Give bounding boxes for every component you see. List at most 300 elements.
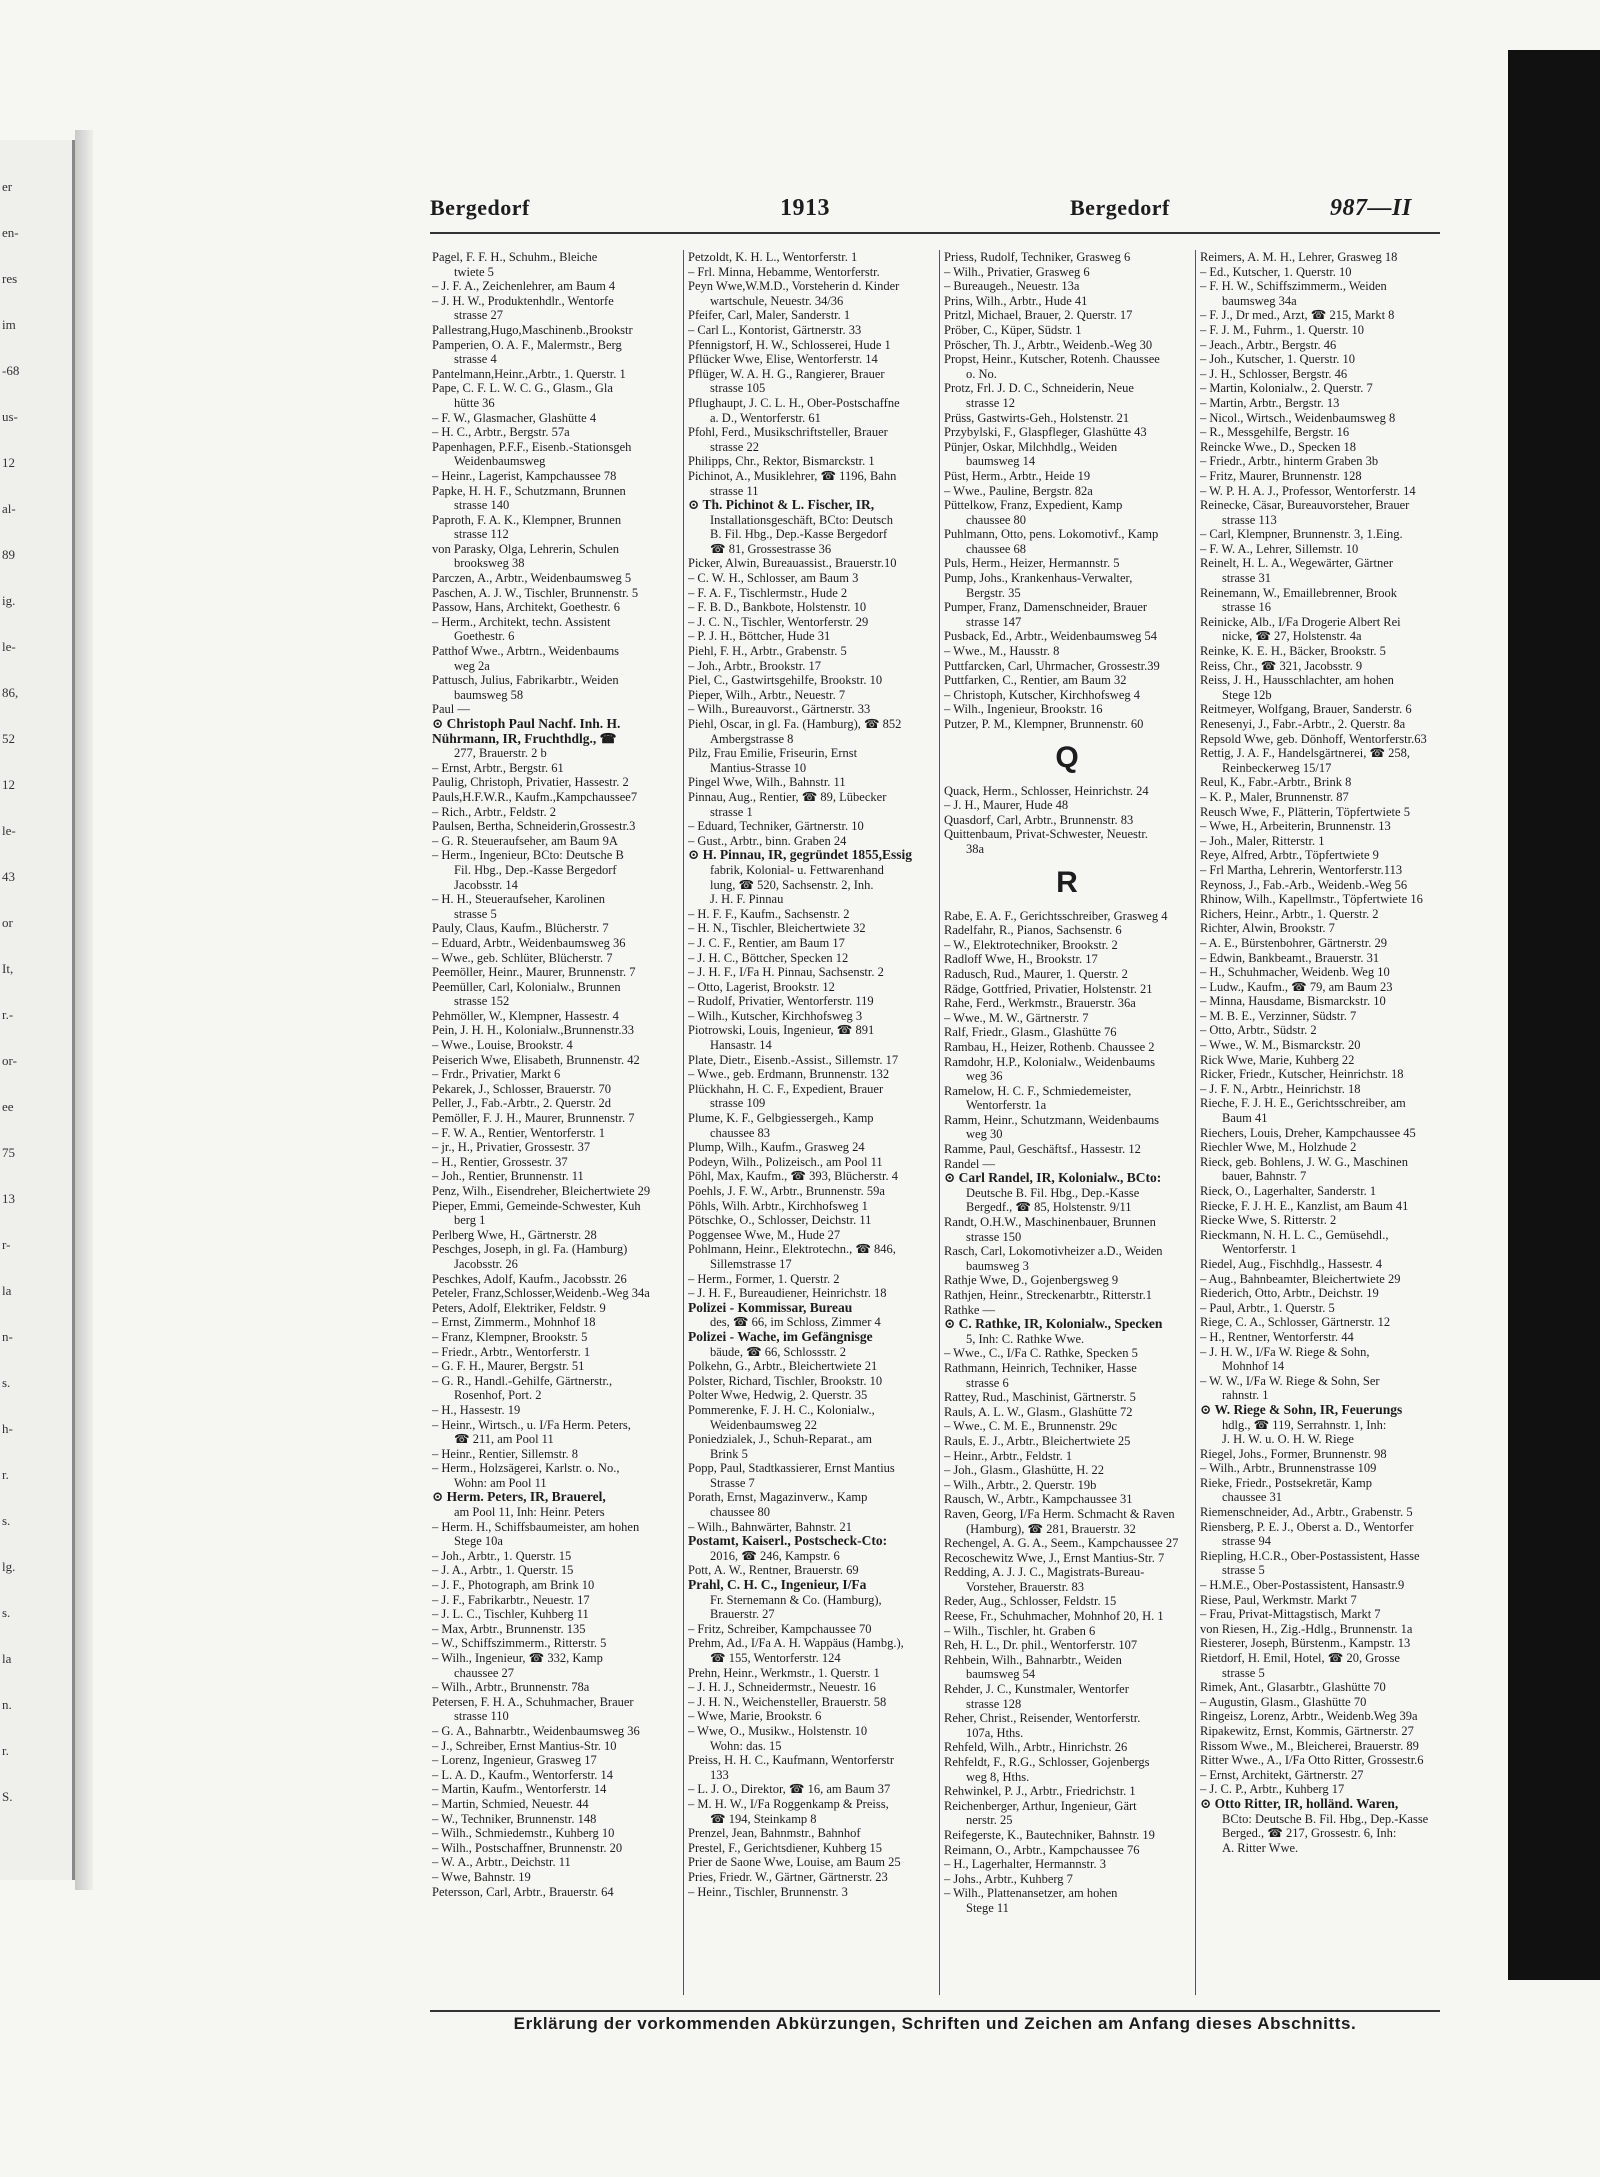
margin-fragment: 43 [2, 870, 15, 884]
directory-entry: Ramelow, H. C. F., Schmiedemeister, [944, 1083, 1132, 1098]
directory-entry: – Wilh., Schmiedemstr., Kuhberg 10 [432, 1826, 615, 1841]
directory-entry: Petzoldt, K. H. L., Wentorferstr. 1 [688, 250, 858, 264]
directory-entry: – Ernst, Arbtr., Bergstr. 61 [432, 760, 564, 775]
directory-entry: Plate, Dietr., Eisenb.-Assist., Sillemstr. 17 [688, 1052, 899, 1067]
entry-continuation: twiete 5 [454, 264, 494, 279]
directory-entry: Pritzl, Michael, Brauer, 2. Querstr. 17 [944, 308, 1133, 323]
directory-entry: ⊙ Carl Randel, IR, Kolonialw., BCto: [944, 1171, 1162, 1186]
entry-continuation: lung, ☎ 520, Sachsenstr. 2, Inh. [710, 877, 874, 892]
directory-entry: Pfeifer, Carl, Maler, Sanderstr. 1 [688, 308, 851, 323]
directory-entry: Pein, J. H. H., Kolonialw.,Brunnenstr.33 [432, 1023, 634, 1038]
column-divider [939, 250, 940, 1995]
directory-entry: Rauls, E. J., Arbtr., Bleichertwiete 25 [944, 1433, 1131, 1448]
margin-fragment: 12 [2, 778, 15, 792]
margin-fragment: n. [2, 1698, 12, 1712]
directory-entry: Quasdorf, Carl, Arbtr., Brunnenstr. 83 [944, 812, 1134, 827]
entry-continuation: strasse 109 [710, 1096, 766, 1111]
directory-entry: – Minna, Hausdame, Bismarckstr. 10 [1200, 994, 1386, 1009]
entry-continuation: Fil. Hbg., Dep.-Kasse Bergedorf [454, 862, 617, 877]
margin-fragment: s. [2, 1376, 11, 1390]
directory-entry: – Frl Martha, Lehrerin, Wentorferstr.113 [1200, 862, 1403, 877]
directory-entry: Pantelmann,Heinr.,Arbtr., 1. Querstr. 1 [432, 366, 626, 381]
directory-entry: – Herm., Holzsägerei, Karlstr. o. No., [432, 1461, 620, 1476]
entry-continuation: Wentorferstr. 1a [966, 1098, 1047, 1113]
directory-entry: Prestel, F., Gerichtsdiener, Kuhberg 15 [688, 1840, 883, 1855]
directory-entry: Puttfarken, C., Rentier, am Baum 32 [944, 673, 1127, 688]
directory-entry: – Martin, Arbtr., Bergstr. 13 [1200, 395, 1340, 410]
directory-entry: – Herm., Ingenieur, BCto: Deutsche B [432, 848, 624, 863]
book-fold-shadow [75, 130, 93, 1890]
margin-fragment: or [2, 916, 13, 930]
directory-entry: Reitmeyer, Wolfgang, Brauer, Sanderstr. 6 [1200, 702, 1412, 717]
directory-entry: – Joh., Arbtr., 1. Querstr. 15 [432, 1548, 572, 1563]
directory-entry: – Frdr., Privatier, Markt 6 [432, 1067, 561, 1082]
entry-continuation: ☎ 211, am Pool 11 [454, 1432, 554, 1447]
entry-continuation: wartschule, Neuestr. 34/36 [710, 293, 844, 308]
directory-entry: Pröber, C., Küper, Südstr. 1 [944, 322, 1082, 337]
directory-entry: – J. F. A., Zeichenlehrer, am Baum 4 [432, 279, 616, 294]
directory-entry: Pöhls, Wilh. Arbtr., Kirchhofsweg 1 [688, 1198, 868, 1213]
directory-entry: – Wwe., M. W., Gärtnerstr. 7 [944, 1010, 1089, 1025]
directory-entry: Podeyn, Wilh., Polizeisch., am Pool 11 [688, 1154, 883, 1169]
directory-entry: – Joh., Kutscher, 1. Querstr. 10 [1200, 352, 1356, 367]
entry-continuation: Stege 12b [1222, 687, 1272, 702]
directory-entry: Reinelt, H. L. A., Wegewärter, Gärtner [1200, 556, 1393, 571]
directory-entry: Ringeisz, Lorenz, Arbtr., Weidenb.Weg 39a [1200, 1709, 1418, 1724]
margin-fragment: lg. [2, 1560, 16, 1574]
directory-entry: – J. H. N., Weichensteller, Brauerstr. 58 [688, 1694, 887, 1709]
directory-entry: Polizei - Kommissar, Bureau [688, 1300, 853, 1315]
directory-entry: Prier de Saone Wwe, Louise, am Baum 25 [688, 1855, 901, 1870]
directory-entry: Reh, H. L., Dr. phil., Wentorferstr. 107 [944, 1638, 1138, 1653]
directory-entry: – Eduard, Arbtr., Weidenbaumsweg 36 [432, 935, 626, 950]
directory-entry: – Johs., Arbtr., Kuhberg 7 [944, 1871, 1073, 1886]
entry-continuation: strasse 110 [454, 1709, 509, 1724]
directory-entry: Pump, Johs., Krankenhaus-Verwalter, [944, 571, 1133, 586]
entry-continuation: weg 36 [966, 1069, 1003, 1084]
directory-entry: Reincke Wwe., D., Specken 18 [1200, 439, 1356, 454]
header-place-right: Bergedorf [1070, 195, 1170, 220]
entry-continuation: strasse 6 [966, 1375, 1009, 1390]
directory-entry: – Frl. Minna, Hebamme, Wentorferstr. [688, 264, 880, 279]
directory-entry: Przybylski, F., Glaspfleger, Glashütte 43 [944, 425, 1147, 440]
directory-entry: Rechengel, A. G. A., Seem., Kampchaussee 27 [944, 1536, 1179, 1551]
directory-entry: – J. L. C., Tischler, Kuhberg 11 [432, 1607, 589, 1622]
directory-entry: – Joh., Rentier, Brunnenstr. 11 [432, 1169, 584, 1184]
directory-entry: – Wwe., Pauline, Bergstr. 82a [944, 483, 1093, 498]
directory-entry: – Fritz, Maurer, Brunnenstr. 128 [1200, 468, 1362, 483]
directory-entry: – Friedr., Arbtr., Wentorferstr. 1 [432, 1344, 591, 1359]
directory-entry: – Wilh., Tischler, ht. Graben 6 [944, 1623, 1096, 1638]
directory-entry: Peters, Adolf, Elektriker, Feldstr. 9 [432, 1300, 606, 1315]
directory-entry: – J. F. N., Arbtr., Heinrichstr. 18 [1200, 1081, 1361, 1096]
directory-entry: Picker, Alwin, Bureauassist., Brauerstr.10 [688, 556, 897, 571]
directory-entry: – Otto, Arbtr., Südstr. 2 [1200, 1023, 1317, 1038]
entry-continuation: Mohnhof 14 [1222, 1359, 1285, 1374]
entry-continuation: ☎ 155, Wentorferstr. 124 [710, 1651, 841, 1665]
directory-entry: Popp, Paul, Stadtkassierer, Ernst Mantius [688, 1461, 895, 1476]
entry-continuation: strasse 27 [454, 308, 503, 323]
directory-entry: Reiss, J. H., Hausschlachter, am hohen [1200, 673, 1394, 688]
directory-entry: Reiss, Chr., ☎ 321, Jacobsstr. 9 [1200, 658, 1363, 673]
directory-entry: Prüss, Gastwirts-Geh., Holstenstr. 21 [944, 410, 1130, 425]
directory-entry: Pohlmann, Heinr., Elektrotechn., ☎ 846, [688, 1242, 896, 1257]
directory-entry: Prehn, Heinr., Werkmstr., 1. Querstr. 1 [688, 1665, 880, 1680]
entry-continuation: Rosenhof, Port. 2 [454, 1388, 542, 1403]
directory-entry: – G. A., Bahnarbtr., Weidenbaumsweg 36 [432, 1723, 640, 1738]
entry-continuation: strasse 11 [710, 483, 759, 498]
entry-continuation: ☎ 194, Steinkamp 8 [710, 1811, 817, 1826]
directory-entry: Plump, Wilh., Kaufm., Grasweg 24 [688, 1140, 865, 1155]
directory-entry: Pieper, Wilh., Arbtr., Neuestr. 7 [688, 687, 846, 702]
directory-entry: – J. H., Schlosser, Bergstr. 46 [1200, 366, 1348, 381]
entry-continuation: 277, Brauerstr. 2 b [454, 746, 547, 761]
entry-continuation: strasse 152 [454, 994, 510, 1009]
margin-fragment: 12 [2, 456, 15, 470]
entry-continuation: strasse 94 [1222, 1534, 1271, 1549]
directory-entry: Poggensee Wwe, M., Hude 27 [688, 1227, 841, 1242]
directory-entry: Paschen, A. J. W., Tischler, Brunnenstr. 5 [432, 585, 639, 600]
entry-continuation: Baum 41 [1222, 1111, 1268, 1126]
entry-continuation: Berged., ☎ 217, Grossestr. 6, Inh: [1222, 1826, 1397, 1841]
margin-fragment: im [2, 318, 16, 332]
entry-continuation: Bergstr. 35 [966, 585, 1021, 600]
directory-entry: Rietdorf, H. Emil, Hotel, ☎ 20, Grosse [1200, 1651, 1400, 1665]
entry-continuation: Brauerstr. 27 [710, 1607, 775, 1622]
directory-entry: – Wwe., geb. Erdmann, Brunnenstr. 132 [688, 1067, 890, 1082]
column-divider [1195, 250, 1196, 1995]
entry-continuation: hdlg., ☎ 119, Serrahnstr. 1, Inh: [1222, 1417, 1387, 1432]
header-year: 1913 [780, 195, 830, 221]
directory-entry: – Martin, Schmied, Neuestr. 44 [432, 1796, 589, 1811]
directory-entry: Radelfahr, R., Pianos, Sachsenstr. 6 [944, 923, 1122, 938]
margin-fragment: n- [2, 1330, 13, 1344]
directory-entry: – Wilh., Arbtr., Brunnenstr. 78a [432, 1680, 590, 1695]
directory-entry: – J. C. P., Arbtr., Kuhberg 17 [1200, 1782, 1345, 1797]
directory-entry: von Riesen, H., Zig.-Hdlg., Brunnenstr. 1a [1200, 1621, 1413, 1636]
directory-entry: Polkehn, G., Arbtr., Bleichertwiete 21 [688, 1359, 878, 1374]
directory-entry: Porath, Ernst, Magazinverw., Kamp [688, 1490, 868, 1505]
directory-entry: Rieck, O., Lagerhalter, Sanderstr. 1 [1200, 1184, 1377, 1198]
directory-entry: Rieke, Friedr., Postsekretär, Kamp [1200, 1475, 1373, 1490]
directory-entry: – Aug., Bahnbeamter, Bleichertwiete 29 [1200, 1271, 1401, 1286]
directory-entry: Pflughaupt, J. C. L. H., Ober-Postschaffne [688, 395, 900, 410]
entry-continuation: J. H. F. Pinnau [710, 892, 784, 907]
entry-continuation: B. Fil. Hbg., Dep.-Kasse Bergedorf [710, 527, 888, 542]
directory-entry: Reye, Alfred, Arbtr., Töpfertwiete 9 [1200, 848, 1379, 863]
entry-continuation: bäude, ☎ 66, Schlossstr. 2 [710, 1344, 847, 1359]
directory-entry: Reifegerste, K., Bautechniker, Bahnstr. 19 [944, 1827, 1155, 1842]
directory-entry: – G. F. H., Maurer, Bergstr. 51 [432, 1359, 585, 1374]
directory-entry: Quack, Herm., Schlosser, Heinrichstr. 24 [944, 783, 1149, 798]
entry-continuation: 2016, ☎ 246, Kampstr. 6 [710, 1548, 840, 1563]
directory-entry: – Rudolf, Privatier, Wentorferstr. 119 [688, 994, 874, 1009]
entry-continuation: Wentorferstr. 1 [1222, 1242, 1297, 1257]
directory-entry: Pusback, Ed., Arbtr., Weidenbaumsweg 54 [944, 629, 1157, 644]
directory-entry: Pfennigstorf, H. W., Schlosserei, Hude 1 [688, 337, 891, 352]
directory-entry: – F. B. D., Bankbote, Holstenstr. 10 [688, 600, 867, 615]
margin-fragment: la [2, 1284, 12, 1298]
directory-entry: Riechler Wwe, M., Holzhude 2 [1200, 1140, 1357, 1155]
directory-entry: – Friedr., Arbtr., hinterm Graben 3b [1200, 454, 1379, 469]
directory-entry: – F. W. A., Lehrer, Sillemstr. 10 [1200, 541, 1359, 556]
entry-continuation: baumsweg 14 [966, 454, 1036, 469]
directory-entry: Reese, Fr., Schuhmacher, Mohnhof 20, H. 1 [944, 1609, 1164, 1624]
directory-entry: Pekarek, J., Schlosser, Brauerstr. 70 [432, 1081, 611, 1096]
directory-entry: – Joh., Glasm., Glashütte, H. 22 [944, 1463, 1105, 1478]
directory-entry: Riederich, Otto, Arbtr., Deichstr. 19 [1200, 1286, 1379, 1301]
directory-entry: – J. A., Arbtr., 1. Querstr. 15 [432, 1563, 574, 1578]
directory-entry: – Wwe, Marie, Brookstr. 6 [688, 1709, 822, 1724]
directory-entry: – M. B. E., Verzinner, Südstr. 7 [1200, 1008, 1357, 1023]
directory-entry: Rehfeldt, F., R.G., Schlosser, Gojenbergs [944, 1755, 1150, 1769]
entry-continuation: Installationsgeschäft, BCto: Deutsch [710, 512, 893, 527]
directory-entry: – Carl, Klempner, Brunnenstr. 3, 1.Eing. [1200, 527, 1403, 542]
entry-continuation: weg 2a [454, 658, 490, 673]
directory-entry: Patthof Wwe., Arbtrn., Weidenbaums [432, 644, 620, 659]
entry-continuation: strasse 12 [966, 395, 1015, 410]
directory-entry: Petersson, Carl, Arbtr., Brauerstr. 64 [432, 1884, 614, 1899]
entry-continuation: Hansastr. 14 [710, 1038, 772, 1053]
margin-fragment: s. [2, 1606, 11, 1620]
directory-entry: – G. R. Steueraufseher, am Baum 9A [432, 833, 618, 848]
directory-entry: – Wilh., Ingenieur, Brookstr. 16 [944, 702, 1103, 717]
directory-entry: Rissom Wwe., M., Bleicherei, Brauerstr. 89 [1200, 1738, 1419, 1753]
entry-continuation: chaussee 68 [966, 541, 1027, 556]
entry-continuation: chaussee 31 [1222, 1490, 1283, 1505]
entry-continuation: J. H. W. u. O. H. W. Riege [1222, 1432, 1354, 1447]
directory-entry: ⊙ H. Pinnau, IR, gegründet 1855,Essig [688, 848, 912, 863]
directory-entry: ⊙ Otto Ritter, IR, holländ. Waren, [1200, 1796, 1399, 1811]
margin-fragment: ee [2, 1100, 14, 1114]
entry-continuation: baumsweg 54 [966, 1667, 1036, 1682]
directory-entry: – L. J. O., Direktor, ☎ 16, am Baum 37 [688, 1782, 891, 1797]
entry-continuation: (Hamburg), ☎ 281, Brauerstr. 32 [966, 1521, 1136, 1536]
entry-continuation: Deutsche B. Fil. Hbg., Dep.-Kasse [966, 1185, 1140, 1200]
directory-entry: Recoschewitz Wwe, J., Ernst Mantius-Str. 7 [944, 1550, 1165, 1565]
directory-entry: Pehmöller, W., Klempner, Hassestr. 4 [432, 1008, 619, 1023]
directory-entry: – Herm., Former, 1. Querstr. 2 [688, 1271, 840, 1286]
margin-fragment: 13 [2, 1192, 15, 1206]
margin-fragment: h- [2, 1422, 13, 1436]
directory-entry: – C. W. H., Schlosser, am Baum 3 [688, 571, 859, 586]
directory-entry: Peteler, Franz,Schlosser,Weidenb.-Weg 34a [432, 1286, 650, 1301]
directory-entry: – Wwe., Louise, Brookstr. 4 [432, 1038, 573, 1053]
directory-entry: – F. J., Dr med., Arzt, ☎ 215, Markt 8 [1200, 308, 1395, 323]
directory-entry: Puhlmann, Otto, pens. Lokomotivf., Kamp [944, 527, 1159, 542]
directory-entry: Ralf, Friedr., Glasm., Glashütte 76 [944, 1025, 1117, 1040]
directory-entry: Riensberg, P. E. J., Oberst a. D., Wentorfer [1200, 1519, 1414, 1534]
column-divider [683, 250, 684, 1995]
directory-entry: Papenhagen, P.F.F., Eisenb.-Stationsgeh [432, 439, 632, 454]
margin-fragment: r.- [2, 1008, 14, 1022]
directory-entry: Redding, A. J. J. C., Magistrats-Bureau- [944, 1565, 1145, 1580]
directory-entry: Reinecke, Cäsar, Bureauvorsteher, Brauer [1200, 498, 1410, 513]
directory-entry: Richter, Alwin, Brookstr. 7 [1200, 921, 1335, 936]
directory-entry: ⊙ C. Rathke, IR, Kolonialw., Specken [944, 1317, 1163, 1332]
directory-entry: – Wwe, O., Musikw., Holstenstr. 10 [688, 1723, 868, 1738]
directory-entry: – H. C., Arbtr., Bergstr. 57a [432, 425, 570, 440]
directory-entry: – F. W., Glasmacher, Glashütte 4 [432, 410, 597, 425]
directory-entry: – Nicol., Wirtsch., Weidenbaumsweg 8 [1200, 410, 1396, 425]
entry-continuation: Stege 10a [454, 1534, 503, 1549]
directory-entry: Pumper, Franz, Damenschneider, Brauer [944, 600, 1148, 615]
directory-entry: – Ludw., Kaufm., ☎ 79, am Baum 23 [1200, 979, 1393, 994]
directory-entry: – Christoph, Kutscher, Kirchhofsweg 4 [944, 687, 1140, 702]
directory-entry: Paproth, F. A. K., Klempner, Brunnen [432, 512, 622, 527]
entry-continuation: strasse 4 [454, 352, 497, 367]
directory-entry: Pinnau, Aug., Rentier, ☎ 89, Lübecker [688, 789, 887, 804]
entry-continuation: chaussee 80 [966, 512, 1027, 527]
directory-entry: Randel — [944, 1156, 996, 1171]
directory-entry: Piehl, F. H., Arbtr., Grabenstr. 5 [688, 644, 847, 659]
margin-fragment: -68 [2, 364, 20, 378]
directory-entry: – Fritz, Schreiber, Kampchaussee 70 [688, 1621, 872, 1636]
directory-entry: – H., Hassestr. 19 [432, 1402, 521, 1417]
entry-continuation: bauer, Bahnstr. 7 [1222, 1169, 1307, 1184]
directory-entry: Pfohl, Ferd., Musikschriftsteller, Brauer [688, 425, 888, 440]
directory-entry: – Wwe., geb. Schlüter, Blücherstr. 7 [432, 950, 613, 965]
entry-continuation: strasse 16 [1222, 600, 1271, 615]
entry-continuation: chaussee 27 [454, 1665, 515, 1680]
directory-entry: Quittenbaum, Privat-Schwester, Neuestr. [944, 827, 1148, 842]
margin-fragment: ig. [2, 594, 16, 608]
directory-entry: – J. F., Photograph, am Brink 10 [432, 1578, 595, 1593]
directory-entry: Polizei - Wache, im Gefängnisge [688, 1329, 873, 1344]
directory-entry: Piehl, Oscar, in gl. Fa. (Hamburg), ☎ 852 [688, 717, 902, 731]
directory-column-4 [1200, 250, 1446, 2000]
directory-entry: ⊙ Herm. Peters, IR, Brauerel, [432, 1490, 606, 1505]
directory-entry: Pauls,H.F.W.R., Kaufm.,Kampchaussee7 [432, 789, 638, 804]
directory-entry: – Max, Arbtr., Brunnenstr. 135 [432, 1621, 586, 1636]
directory-entry: Riesterer, Joseph, Bürstenm., Kampstr. 13 [1200, 1636, 1411, 1651]
directory-entry: Raven, Georg, I/Fa Herm. Schmacht & Raven [944, 1506, 1175, 1521]
directory-entry: Peller, J., Fab.-Arbtr., 2. Querstr. 2d [432, 1096, 611, 1111]
directory-entry: Pemöller, F. J. H., Maurer, Brunnenstr. 7 [432, 1111, 635, 1126]
directory-entry: Ripakewitz, Ernst, Kommis, Gärtnerstr. 27 [1200, 1723, 1414, 1738]
entry-continuation: nicke, ☎ 27, Holstenstr. 4a [1222, 629, 1362, 644]
directory-entry: – Ernst, Architekt, Gärtnerstr. 27 [1200, 1767, 1364, 1782]
margin-fragment: S. [2, 1790, 13, 1804]
margin-fragment: la [2, 1652, 12, 1666]
directory-entry: Randt, O.H.W., Maschinenbauer, Brunnen [944, 1215, 1156, 1230]
entry-continuation: berg 1 [454, 1213, 486, 1228]
directory-entry: Rathje Wwe, D., Gojenbergsweg 9 [944, 1273, 1119, 1288]
entry-continuation: Stege 11 [966, 1900, 1009, 1915]
directory-entry: – J. H. W., I/Fa W. Riege & Sohn, [1200, 1344, 1370, 1359]
directory-entry: – Heinr., Arbtr., Feldstr. 1 [944, 1448, 1073, 1463]
directory-entry: Rasch, Carl, Lokomotivheizer a.D., Weiden [944, 1244, 1163, 1259]
directory-entry: Peschkes, Adolf, Kaufm., Jacobsstr. 26 [432, 1271, 627, 1286]
directory-entry: Pommerenke, F. J. H. C., Kolonialw., [688, 1402, 875, 1417]
entry-continuation: weg 8, Hths. [966, 1769, 1030, 1784]
directory-entry: – F. A. F., Tischlermstr., Hude 2 [688, 585, 848, 600]
directory-entry: – J. C. F., Rentier, am Baum 17 [688, 935, 845, 950]
directory-entry: – A. E., Bürstenbohrer, Gärtnerstr. 29 [1200, 935, 1387, 950]
directory-entry: Pieper, Emmi, Gemeinde-Schwester, Kuh [432, 1198, 641, 1213]
entry-continuation: strasse 22 [710, 439, 759, 454]
margin-fragment: r- [2, 1238, 11, 1252]
directory-entry: Reher, Christ., Reisender, Wentorferstr. [944, 1711, 1141, 1726]
directory-entry: – H., Schuhmacher, Weidenb. Weg 10 [1200, 965, 1390, 980]
directory-entry: Plückhahn, H. C. F., Expedient, Brauer [688, 1081, 884, 1096]
directory-entry: – Lorenz, Ingenieur, Grasweg 17 [432, 1753, 597, 1768]
margin-fragment: res [2, 272, 18, 286]
directory-entry: Rahe, Ferd., Werkmstr., Brauerstr. 36a [944, 996, 1136, 1011]
directory-entry: Ramdohr, H.P., Kolonialw., Weidenbaums [944, 1054, 1155, 1069]
abbreviation-note: Erklärung der vorkommenden Abkürzungen, Schriften und Zeichen am Anfang dieses Abschnitts. [513, 2014, 1357, 2033]
directory-entry: Piotrowski, Louis, Ingenieur, ☎ 891 [688, 1023, 875, 1038]
directory-entry: Pötschke, O., Schlosser, Deichstr. 11 [688, 1213, 872, 1228]
entry-continuation: des, ☎ 66, im Schloss, Zimmer 4 [710, 1315, 881, 1330]
directory-entry: Rieche, F. J. H. E., Gerichtsschreiber, am [1200, 1096, 1406, 1111]
directory-entry: – J. H. C., Böttcher, Specken 12 [688, 950, 849, 965]
entry-continuation: ☎ 81, Grossestrasse 36 [710, 541, 832, 556]
adjacent-page-margin [0, 140, 75, 1880]
directory-entry: – Heinr., Wirtsch., u. I/Fa Herm. Peters, [432, 1417, 631, 1432]
directory-entry: Rehwinkel, P. J., Arbtr., Friedrichstr. 1 [944, 1784, 1136, 1799]
directory-entry: – Franz, Klempner, Brookstr. 5 [432, 1329, 588, 1344]
section-letter: R [1056, 865, 1078, 899]
directory-entry: Püttelkow, Franz, Expedient, Kamp [944, 498, 1123, 513]
directory-entry: – Herm., Architekt, techn. Assistent [432, 614, 611, 629]
entry-continuation: Mantius-Strasse 10 [710, 760, 807, 775]
directory-entry: Putzer, P. M., Klempner, Brunnenstr. 60 [944, 717, 1144, 731]
directory-entry: Rathke — [944, 1302, 996, 1317]
directory-entry: – Wwe., C. M. E., Brunnenstr. 29c [944, 1419, 1118, 1434]
directory-entry: Rambau, H., Heizer, Rothenb. Chaussee 2 [944, 1039, 1155, 1054]
directory-entry: – Heinr., Lagerist, Kampchaussee 78 [432, 468, 617, 483]
scan-border-right [1508, 50, 1600, 1980]
directory-entry: ⊙ W. Riege & Sohn, IR, Feuerungs [1200, 1402, 1403, 1417]
directory-entry: Puls, Herm., Heizer, Hermannstr. 5 [944, 556, 1120, 571]
directory-entry: Poniedzialek, J., Schuh-Reparat., am [688, 1432, 872, 1447]
directory-entry: – F. W. A., Rentier, Wentorferstr. 1 [432, 1125, 605, 1140]
margin-fragment: 75 [2, 1146, 15, 1160]
entry-continuation: strasse 5 [1222, 1665, 1265, 1680]
directory-entry: Reichenberger, Arthur, Ingenieur, Gärt [944, 1798, 1137, 1813]
entry-continuation: Vorsteher, Brauerstr. 83 [966, 1579, 1084, 1594]
entry-continuation: strasse 105 [710, 381, 766, 396]
directory-entry: – Ernst, Zimmerm., Mohnhof 18 [432, 1315, 596, 1330]
entry-continuation: strasse 5 [1222, 1563, 1265, 1578]
directory-entry: – Frau, Privat-Mittagstisch, Markt 7 [1200, 1607, 1381, 1622]
directory-entry: Passow, Hans, Architekt, Goethestr. 6 [432, 600, 621, 615]
directory-entry: – Wilh., Arbtr., 2. Querstr. 19b [944, 1477, 1097, 1492]
directory-entry: – J. H. W., Produktenhdlr., Wentorfe [432, 293, 614, 308]
directory-entry: Riechers, Louis, Dreher, Kampchaussee 45 [1200, 1125, 1416, 1140]
directory-entry: – Paul, Arbtr., 1. Querstr. 5 [1200, 1300, 1335, 1315]
directory-entry: Riedel, Aug., Fischhdlg., Hassestr. 4 [1200, 1256, 1382, 1271]
directory-entry: – J. H. F., Bureaudiener, Heinrichstr. 18 [688, 1286, 887, 1301]
directory-entry: Piel, C., Gastwirtsgehilfe, Brookstr. 10 [688, 673, 883, 688]
entry-continuation: a. D., Wentorferstr. 61 [710, 410, 821, 425]
directory-entry: – Wilh., Ingenieur, ☎ 332, Kamp [432, 1651, 603, 1665]
directory-entry: ⊙ Th. Pichinot & L. Fischer, IR, [688, 498, 875, 513]
directory-entry: – Wilh., Privatier, Grasweg 6 [944, 264, 1090, 279]
directory-entry: – Eduard, Techniker, Gärtnerstr. 10 [688, 819, 864, 834]
directory-entry: Reimann, O., Arbtr., Kampchaussee 76 [944, 1842, 1140, 1857]
entry-continuation: Goethestr. 6 [454, 629, 515, 644]
entry-continuation: Jacobsstr. 14 [454, 877, 518, 892]
directory-entry: – W. P. H. A. J., Professor, Wentorferstr. 14 [1200, 483, 1416, 498]
margin-fragment: le- [2, 640, 16, 654]
entry-continuation: Wohn: am Pool 11 [454, 1475, 547, 1490]
directory-entry: – Joh., Arbtr., Brookstr. 17 [688, 658, 821, 673]
entry-continuation: baumsweg 34a [1222, 293, 1297, 308]
directory-entry: ⊙ Christoph Paul Nachf. Inh. H. [432, 717, 621, 731]
entry-continuation: chaussee 83 [710, 1125, 771, 1140]
